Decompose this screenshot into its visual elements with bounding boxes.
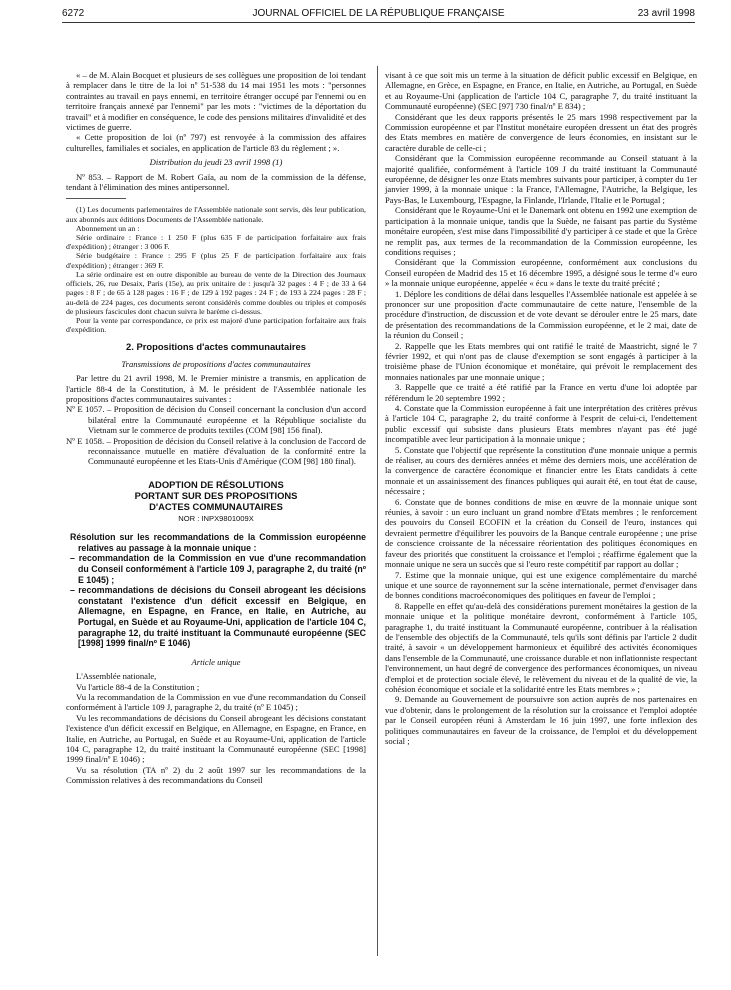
article-heading: Article unique xyxy=(191,656,241,667)
page-number: 6272 xyxy=(62,8,85,19)
paragraph: 9. Demande au Gouvernement de poursuivre son action auprès de nos partenaires en vue d'obtenir, dans le prolongement de la résolution sur la croissance et l'emploi adoptée par le Conseil européen réuni à Amsterdam le 16 juin 1997, une forte inflexion des politiques communautaires en faveur de la croissance, de l'emploi et du développement social ; xyxy=(385,694,697,746)
resolution-title xyxy=(66,532,366,649)
paragraph: 4. Constate que la Commission européenne à fait une interprétation des critères prévus à l'article 104 C, paragraphe 2, du traité conforme à l'esprit de celui-ci, l'endettement public excessif qui subsiste dans plusieurs Etats membres n'ayant pas été jugé incompatible avec leur participation à la monnaie unique ; xyxy=(385,403,697,445)
distribution-heading: Distribution du jeudi 23 avril 1998 (1) xyxy=(149,157,283,168)
paragraph: Vu sa résolution (TA nº 2) du 2 août 1997 sur les recommandations de la Commission relatives à des recommandations du Conseil xyxy=(66,764,366,786)
footnote-separator xyxy=(66,198,126,199)
resolution-line: – recommandation de la Commission en vue d'une recommandation du Conseil conformément à l'article 109 J, paragraphe 2, du traité (nº E 1045) ; xyxy=(70,553,366,585)
footnote-text: (1) Les documents parlementaires de l'Assemblée nationale sont servis, dès leur publication, aux abonnés aux éditions Documents de l'Assemblée nationale. xyxy=(66,205,366,224)
subsection-heading: Transmissions de propositions d'actes communautaires xyxy=(121,358,311,369)
footnote-text: Pour la vente par correspondance, ce prix est majoré d'une participation forfaitaire aux frais d'expédition. xyxy=(66,315,366,335)
paragraph: Considérant que la Commission européenne recommande au Conseil statuant à la majorité qualifiée, conformément à l'article 109 J du traité instituant la Communauté européenne, de désigner les onze Etats membres suivants pour participer, à compter du 1er janvier 1999, à la monnaie unique : la France, l'Allemagne, l'Autriche, la Belgique, les Pays-Bas, le Luxembourg, l'Espagne, la Finlande, l'Irlande, l'Italie et le Portugal ; xyxy=(385,153,697,205)
big-title-line: D'ACTES COMMUNAUTAIRES xyxy=(149,500,283,512)
footnote-text: Série budgétaire : France : 295 F (plus 25 F de participation forfaitaire aux frais d'expédition) ; étranger : 369 F. xyxy=(66,251,366,270)
big-title-line: ADOPTION DE RÉSOLUTIONS xyxy=(148,478,284,490)
paragraph: 6. Constate que de bonnes conditions de mise en œuvre de la monnaie unique sont réunies, à savoir : un euro incluant un grand nombre d'Etats membres ; le renforcement des pouvoirs du Conseil ECOFIN et la création du Conseil de l'euro, instances qui devraient permettre d'équilibrer les pouvoirs de la Banque centrale européenne ; une prise de conscience croissante de la nécessaire réorientation des politiques économiques en faveur des priorités que constituent la croissance et l'emploi ; réaffirme également que la monnaie unique ne sera un succès que si l'euro reste compétitif par rapport au dollar ; xyxy=(385,496,697,570)
paragraph: 7. Estime que la monnaie unique, qui est une exigence complémentaire du marché unique et une source de rayonnement sur la scène internationale, permet d'envisager dans de bonnes conditions macroéconomiques des politiques en faveur de l'emploi ; xyxy=(385,569,697,601)
issue-date: 23 avril 1998 xyxy=(637,8,695,19)
paragraph: Considérant que le Royaume-Uni et le Danemark ont obtenu en 1992 une exemption de participation à la monnaie unique, tandis que la Suède, ne faisant pas partie du Système monétaire européen, s'est mise dans l'impossibilité d'y participer à ce stade et que la Grèce ne remplit pas, aux termes de la recommandation de la Commission européenne, les conditions requises ; xyxy=(385,205,697,257)
right-column xyxy=(385,70,697,746)
paragraph: Vu les recommandations de décisions du Conseil abrogeant les décisions constatant l'existence d'un déficit excessif en Belgique, en Allemagne, en Espagne, en France, en Italie, en Autriche, au Portugal, en Suède et au Royaume-Uni, application de l'article 104 C, paragraphe 12, du traité instituant la Communauté européenne (SEC [1998] 1999 final/nº E 1046) ; xyxy=(66,712,366,765)
paragraph: « – de M. Alain Bocquet et plusieurs de ses collègues une proposition de loi tendant à remplacer dans le titre de la loi nº 51-538 du 14 mai 1951 les mots : "personnes contraintes au travail en pays ennemi, en territoire étranger occupé par l'ennemi ou en territoire français annexé par l'ennemi" par les mots : "victimes de la déportation du travail" et à modifier en conséquence, le code des pensions militaires d'invalidité et des victimes de guerre. xyxy=(66,70,366,133)
section-heading: 2. Propositions d'actes communautaires xyxy=(126,341,306,353)
paragraph: 3. Rappelle que ce traité a été ratifié par la France en vertu d'une loi adoptée par référendum le 20 septembre 1992 ; xyxy=(385,382,697,403)
footnote xyxy=(66,205,366,334)
column-divider xyxy=(377,66,378,956)
paragraph: 2. Rappelle que les Etats membres qui ont ratifié le traité de Maastricht, signé le 7 février 1992, et qui n'ont pas de clause d'exemption se sont engagés à participer à la troisième phase de l'Union économique et monétaire, qui prévoit le remplacement des monnaies nationales par une monnaie unique ; xyxy=(385,340,697,382)
paragraph: Considérant que la Commission européenne, conformément aux conclusions du Conseil européen de Madrid des 15 et 16 décembre 1995, a désigné sous le terme d'« euro » la monnaie unique européenne, appelée « écu » dans le texte du traité précité ; xyxy=(385,257,697,289)
left-column xyxy=(66,70,366,786)
footnote-text: La série ordinaire est en outre disponible au bureau de vente de la Direction des Journaux officiels, 26, rue Desaix, Paris (15e), au prix unitaire de : jusqu'à 32 pages : 4 F ; de 33 à 64 pages : 8 F ; de 65 à 128 pages : 16 F ; de 129 à 192 pages : 24 F ; de 193 à 224 pages : 28 F ; au-delà de 224 pages, ces documents seront considérés comme doubles ou triples et composés de plusieurs fascicules dont chacun suivra le barème ci-dessus. xyxy=(66,269,366,316)
list-item: Nº E 1058. – Proposition de décision du Conseil relative à la conclusion de l'accord de reconnaissance mutuelle en matière d'évaluation de la conformité entre la Communauté européenne et les Etats-Unis d'Amérique (COM [98] 180 final). xyxy=(66,435,366,467)
paragraph: Considérant que les deux rapports présentés le 25 mars 1998 respectivement par la Commission européenne et par l'Institut monétaire européen dressent un état des progrès des Etats membres en matière de convergence de leurs économies, en insistant sur le caractère durable de celle-ci ; xyxy=(385,111,697,153)
resolution-line: – recommandations de décisions du Conseil abrogeant les décisions constatant l'existence d'un déficit excessif en Belgique, en Allemagne, en Espagne, en France, en Italie, en Autriche, au Portugal, en Suède et au Royaume-Uni, application de l'article 104 C, paragraphe 12, du traité instituant la Communauté européenne (SEC [1998] 1999 final/nº E 1046) xyxy=(70,585,366,649)
paragraph: visant à ce que soit mis un terme à la situation de déficit public excessif en Belgique, en Allemagne, en Grèce, en Espagne, en France, en Italie, en Autriche, au Portugal, en Suède et au Royaume-Uni (application de l'article 104 C, paragraphe 7, du traité instituant la Communauté européenne) (SEC [97] 730 final/nº E 834) ; xyxy=(385,70,697,112)
paragraph: Par lettre du 21 avril 1998, M. le Premier ministre a transmis, en application de l'article 88-4 de la Constitution, à M. le président de l'Assemblée nationale les propositions d'actes communautaires suivantes : xyxy=(66,373,366,404)
page-header xyxy=(62,8,695,22)
resolution-line: Résolution sur les recommandations de la Commission européenne relatives au passage à la monnaie unique : xyxy=(70,532,366,553)
paragraph: 1. Déplore les conditions de délai dans lesquelles l'Assemblée nationale est appelée à se prononcer sur une proposition d'acte communautaire de cette nature, l'ensemble de la procédure d'instruction, de discussion et de vote devant se dérouler entre le 25 mars, date de présentation des recommandations de la Commission européenne, et le 2 mai, date de la réunion du Conseil ; xyxy=(385,288,697,341)
header-rule xyxy=(62,22,695,23)
paragraph: Nº 853. – Rapport de M. Robert Gaïa, au nom de la commission de la défense, tendant à l'élimination des mines antipersonnel. xyxy=(66,171,366,193)
footnote-text: Abonnement un an : xyxy=(76,223,140,233)
journal-title: JOURNAL OFFICIEL DE LA RÉPUBLIQUE FRANÇAISE xyxy=(252,8,505,19)
list-item: Nº E 1057. – Proposition de décision du Conseil concernant la conclusion d'un accord bilatéral entre la Communauté européenne et la République socialiste du Vietnam sur le commerce de produits textiles (COM [98] 156 final). xyxy=(66,404,366,436)
paragraph: « Cette proposition de loi (nº 797) est renvoyée à la commission des affaires culturelles, familiales et sociales, en application de l'article 83 du règlement ; ». xyxy=(66,132,366,153)
big-title-line: PORTANT SUR DES PROPOSITIONS xyxy=(134,489,298,501)
paragraph: 5. Constate que l'objectif que représente la constitution d'une monnaie unique a permis de réaliser, au cours des dernières années et même des derniers mois, une accélération de la convergence de caractère économique et financier entre les Etats candidats à cette monnaie et un assainissement des finances publiques qui aurait été, en tout état de cause, nécessaire ; xyxy=(385,444,697,497)
footnote-text: Série ordinaire : France : 1 250 F (plus 635 F de participation forfaitaire aux frais d'expédition) ; étranger : 3 006 F. xyxy=(66,233,366,252)
paragraph: L'Assemblée nationale, xyxy=(76,671,157,682)
nor-reference: NOR : INPX9801009X xyxy=(178,513,254,523)
paragraph: Vu l'article 88-4 de la Constitution ; xyxy=(76,681,200,692)
paragraph: 8. Rappelle en effet qu'au-delà des considérations purement monétaires la gestion de la monnaie unique et la politique monétaire devront, conformément à l'article 105, paragraphe 1, du traité instituant la Communauté européenne, contribuer à la réalisation de l'ensemble des objectifs de la Communauté, tels qu'ils sont définis par l'article 2 dudit traité, à savoir « un développement harmonieux et équilibré des activités économiques dans l'ensemble de la Communauté, une croissance durable et non inflationniste respectant l'environnement, un haut degré de convergence des performances économiques, un niveau d'emploi et de protection sociale élevé, le relèvement du niveau et de la qualité de vie, la cohésion économique et sociale et la solidarité entre les Etats membres » ; xyxy=(385,600,697,694)
paragraph: Vu la recommandation de la Commission en vue d'une recommandation du Conseil conformément à l'article 109 J, paragraphe 2, du traité (nº E 1045) ; xyxy=(66,691,366,713)
